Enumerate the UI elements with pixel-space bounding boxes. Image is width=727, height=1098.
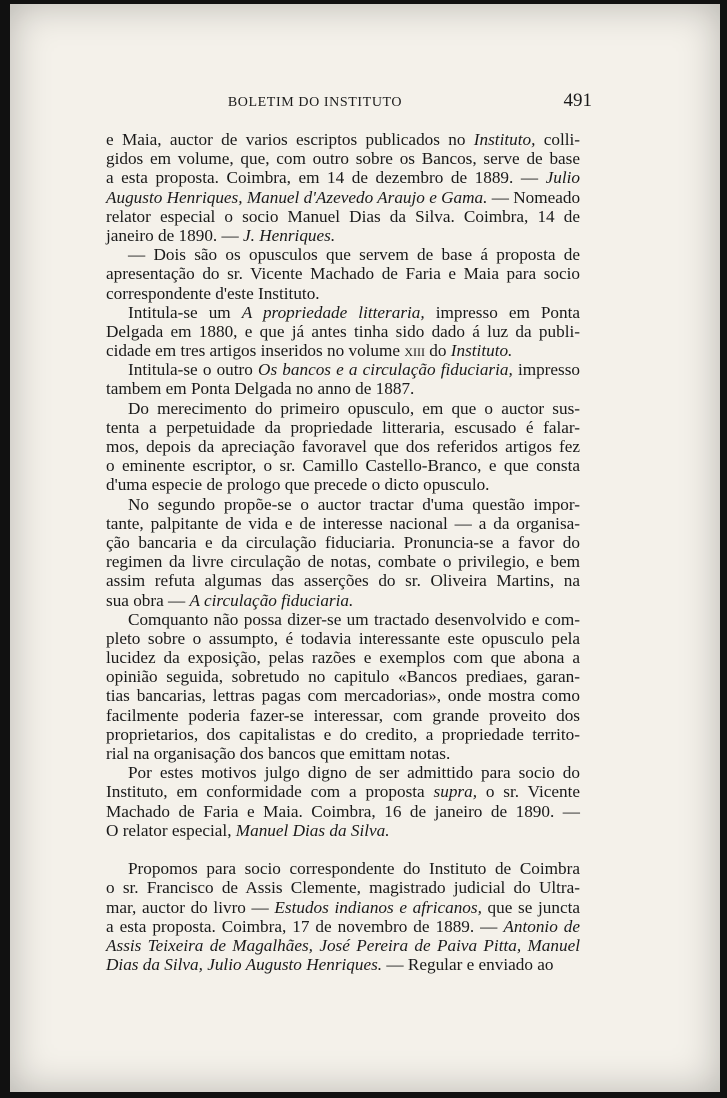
paragraph — [106, 859, 580, 974]
italic-run: supra, — [433, 782, 477, 802]
text-run: relator especial o socio Manuel Dias da Silva. Coimbra, 14 de — [106, 206, 580, 226]
text-line — [106, 284, 580, 303]
text-line — [106, 936, 580, 955]
text-line — [106, 821, 580, 840]
text-line — [106, 533, 580, 552]
italic-run: Estudos indianos e africanos, — [274, 897, 482, 917]
text-run: mar, auctor do livro — — [106, 897, 275, 917]
text-line — [106, 245, 580, 264]
text-line — [106, 130, 580, 149]
text-run: lucidez da exposição, pelas razões e exemplos com que abona a — [106, 648, 580, 668]
italic-run: J. Henriques. — [243, 225, 336, 245]
text-line — [106, 763, 580, 782]
text-run: facilmente poderia fazer-se interessar, com grande proveito dos — [106, 705, 580, 725]
text-run: colli- — [535, 130, 580, 149]
text-run: pleto sobre o assumpto, é todavia interessante este opusculo pela — [106, 628, 580, 648]
text-line — [106, 744, 580, 763]
text-line — [106, 322, 580, 341]
text-line — [106, 226, 580, 245]
text-line — [106, 802, 580, 821]
text-run: e Maia, auctor de varios escriptos publicados no — [106, 130, 474, 149]
italic-run: A circulação fiduciaria. — [189, 590, 354, 610]
text-run: sua obra — — [106, 590, 190, 610]
text-line — [106, 188, 580, 207]
text-run: — Nomeado — [487, 187, 581, 207]
italic-run: Os bancos e a circulação fiduciaria, — [258, 360, 513, 380]
text-run: assim refuta algumas das asserções do sr. Oliveira Martins, na — [106, 571, 580, 591]
text-line — [106, 379, 580, 398]
text-run: cidade em tres artigos inseridos no volume — [106, 341, 405, 361]
paragraph — [106, 245, 580, 303]
text-line — [106, 303, 580, 322]
text-line — [106, 782, 580, 801]
text-line — [106, 495, 580, 514]
text-run: apresentação do sr. Vicente Machado de Faria e Maia para socio — [106, 264, 580, 284]
text-run: Comquanto não possa dizer-se um tractado desenvolvido e com- — [128, 609, 580, 629]
text-line — [106, 399, 580, 418]
paragraph-gap — [106, 840, 580, 859]
text-line — [106, 648, 580, 667]
text-run: proprietarios, dos capitalistas e do credito, a propriedade territo- — [106, 724, 580, 744]
paragraph — [106, 610, 580, 764]
text-line — [106, 552, 580, 571]
text-run: tias bancarias, lettras pagas com mercadorias», onde mostra como — [106, 686, 580, 706]
paragraph — [106, 495, 580, 610]
text-line — [106, 475, 580, 494]
text-run: regimen da livre circulação de notas, combate o privilegio, e bem — [106, 552, 580, 572]
text-line — [106, 629, 580, 648]
text-run: Do merecimento do primeiro opusculo, em que o auctor sus- — [128, 398, 580, 418]
text-line — [106, 725, 580, 744]
book-page — [10, 4, 720, 1092]
text-line — [106, 878, 580, 897]
paragraph — [106, 130, 580, 245]
text-line — [106, 706, 580, 725]
text-run: Intitula-se um — [128, 302, 242, 322]
text-line — [106, 571, 580, 590]
paragraph — [106, 763, 580, 840]
text-line — [106, 686, 580, 705]
text-line — [106, 207, 580, 226]
italic-run: Instituto, — [473, 130, 536, 149]
text-run: o sr. Vicente — [477, 782, 580, 802]
text-run: d'uma especie de prologo que precede o dicto opusculo. — [106, 475, 490, 495]
text-line — [106, 859, 580, 878]
text-line — [106, 437, 580, 456]
text-run: a esta proposta. Coimbra, em 14 de dezembro de 1889. — — [106, 168, 546, 188]
italic-run: Augusto Henriques, Manuel d'Azevedo Araujo e Gama. — [106, 187, 488, 207]
text-line — [106, 591, 580, 610]
text-line — [106, 456, 580, 475]
page-header — [10, 90, 720, 114]
text-run: mos, depois da apreciação favoravel que dos referidos artigos fez — [106, 437, 580, 456]
text-run: Machado de Faria e Maia. Coimbra, 16 de janeiro de 1890. — — [106, 801, 580, 821]
text-run: correspondente d'este Instituto. — [106, 283, 320, 303]
text-run: Instituto, em conformidade com a proposta — [106, 782, 434, 802]
text-run: que se juncta — [481, 897, 580, 917]
text-line — [106, 514, 580, 533]
text-run: o sr. Francisco de Assis Clemente, magistrado judicial do Ultra- — [106, 878, 580, 898]
text-line — [106, 168, 580, 187]
text-line — [106, 955, 580, 974]
text-run: Propomos para socio correspondente do Instituto de Coimbra — [128, 859, 580, 879]
text-line — [106, 341, 580, 360]
text-run: tambem em Ponta Delgada no anno de 1887. — [106, 379, 415, 399]
text-run: opinião seguida, sobretudo no capitulo «Bancos prediaes, garan- — [106, 667, 580, 687]
text-run: janeiro de 1890. — — [106, 225, 243, 245]
italic-run: Manuel Dias da Silva. — [235, 820, 390, 840]
italic-run: Dias da Silva, Julio Augusto Henriques. — [106, 955, 383, 975]
paragraph — [106, 399, 580, 495]
italic-run: A propriedade litteraria, — [241, 302, 425, 322]
paragraph — [106, 303, 580, 361]
italic-run: Antonio de — [503, 916, 580, 936]
text-run: tante, palpitante de vida e de interesse nacional — a da organisa- — [106, 513, 580, 533]
text-line — [106, 418, 580, 437]
text-run: rial na organisação dos bancos que emittam notas. — [106, 744, 451, 763]
body-text — [106, 130, 580, 974]
text-run: o eminente escriptor, o sr. Camillo Castello-Branco, e que consta — [106, 456, 580, 476]
text-run: a esta proposta. Coimbra, 17 de novembro de 1889. — — [106, 916, 504, 936]
text-run: — Regular e enviado ao — [382, 955, 554, 975]
text-run: — Dois são os opusculos que servem de base á proposta de — [128, 245, 580, 265]
text-run: O relator especial, — [106, 820, 236, 840]
text-line — [106, 264, 580, 283]
italic-run: Julio — [545, 168, 580, 188]
text-run: impresso em Ponta — [424, 302, 580, 322]
italic-run: Instituto. — [450, 341, 513, 361]
page-number: 491 — [563, 90, 592, 111]
text-run: Delgada em 1880, e que já antes tinha sido dado á luz da publi- — [106, 321, 580, 341]
text-line — [106, 667, 580, 686]
text-run: Intitula-se o outro — [128, 360, 259, 380]
text-run: ção bancaria e da circulação fiduciaria. Pronuncia-se a favor do — [106, 532, 580, 552]
text-line — [106, 149, 580, 168]
text-run: do — [424, 341, 451, 361]
running-title: BOLETIM DO INSTITUTO — [227, 95, 403, 110]
text-line — [106, 360, 580, 379]
text-run: tenta a perpetuidade da propriedade litteraria, escusado é falar- — [106, 417, 580, 437]
text-run: Por estes motivos julgo digno de ser admittido para socio do — [128, 763, 580, 783]
text-line — [106, 917, 580, 936]
italic-run: Assis Teixeira de Magalhães, José Pereira de Paiva Pitta, Manuel — [106, 935, 580, 955]
text-run: No segundo propõe-se o auctor tractar d'uma questão impor- — [128, 494, 580, 514]
text-run: gidos em volume, que, com outro sobre os Bancos, serve de base — [106, 149, 580, 169]
text-line — [106, 610, 580, 629]
text-run: impresso — [512, 360, 580, 380]
text-line — [106, 898, 580, 917]
paragraph — [106, 360, 580, 398]
text-run: xiii — [404, 341, 425, 361]
